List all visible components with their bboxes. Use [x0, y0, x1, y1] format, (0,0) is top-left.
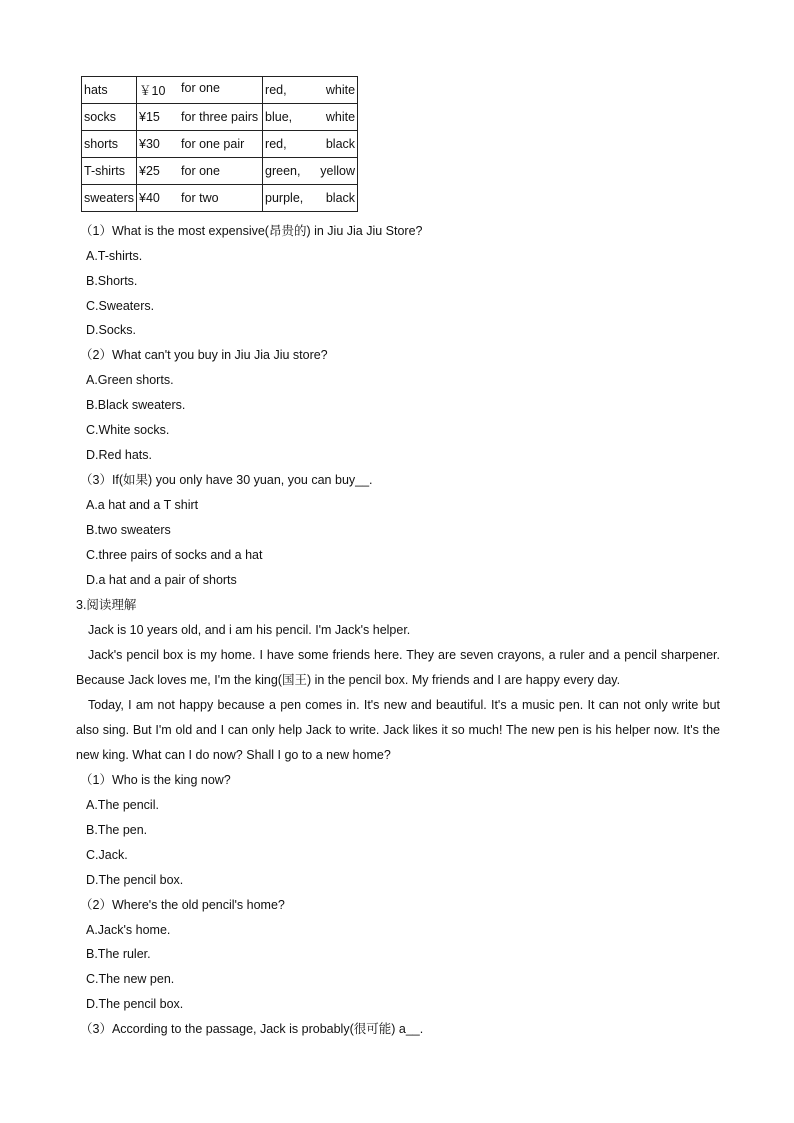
question-text: （3）According to the passage, Jack is probably(很可能) a__.	[80, 1022, 424, 1036]
price-unit: for one	[181, 164, 220, 178]
table-cell-price	[137, 185, 263, 212]
answer-option: C.three pairs of socks and a hat	[86, 548, 263, 562]
color-first: red,	[265, 83, 287, 97]
passage-paragraph: Jack is 10 years old, and i am his pencil. I'm Jack's helper.	[88, 623, 411, 637]
table-row	[82, 185, 358, 212]
answer-option: A.Jack's home.	[86, 923, 171, 937]
answer-option: D.The pencil box.	[86, 997, 184, 1011]
price-amount: ¥25	[139, 164, 160, 178]
price-unit: for three pairs	[181, 110, 259, 124]
color-second: white	[325, 83, 356, 97]
table-cell-item: sweaters	[82, 185, 137, 212]
table-row	[82, 131, 358, 158]
table-cell-item: shorts	[82, 131, 137, 158]
passage-paragraph: Jack's pencil box is my home. I have some friends here. They are seven crayons, a ruler and a pencil sharpener. Because Jack loves me, I'm the king(国王) in the pencil box. My friends and I are happy every day.	[76, 648, 720, 687]
answer-option: B.Black sweaters.	[86, 398, 186, 412]
color-second: yellow	[320, 164, 356, 178]
table-cell-price	[137, 158, 263, 185]
price-amount: ¥40	[139, 191, 160, 205]
table-row	[82, 77, 358, 104]
color-first: blue,	[265, 110, 293, 124]
answer-option: C.Jack.	[86, 848, 128, 862]
table-row	[82, 104, 358, 131]
answer-option: C.White socks.	[86, 423, 170, 437]
answer-option: B.The ruler.	[86, 947, 151, 961]
table-cell-colors	[263, 131, 358, 158]
table-row	[82, 158, 358, 185]
color-second: white	[325, 110, 356, 124]
answer-option: A.T-shirts.	[86, 249, 143, 263]
price-table	[81, 76, 358, 212]
answer-option: A.The pencil.	[86, 798, 159, 812]
table-cell-colors	[263, 104, 358, 131]
question-text: （3）If(如果) you only have 30 yuan, you can buy__.	[80, 473, 373, 487]
price-amount: ￥10	[139, 84, 166, 98]
table-cell-colors	[263, 158, 358, 185]
table-cell-price	[137, 131, 263, 158]
section-title: 3.阅读理解	[76, 598, 137, 612]
answer-option: A.a hat and a T shirt	[86, 498, 199, 512]
answer-option: D.Red hats.	[86, 448, 153, 462]
price-amount: ¥30	[139, 137, 160, 151]
answer-option: C.Sweaters.	[86, 299, 155, 313]
passage-paragraph: Today, I am not happy because a pen comes in. It's new and beautiful. It's a music pen. It can not only write but also sing. But I'm old and I can only help Jack to write. Jack likes it so much! The new pen is his helper now. It's the new king. What can I do now? Shall I go to a new home?	[76, 698, 720, 762]
answer-option: B.two sweaters	[86, 523, 171, 537]
answer-option: D.Socks.	[86, 323, 137, 337]
price-unit: for one pair	[181, 137, 245, 151]
table-cell-item: socks	[82, 104, 137, 131]
table-cell-price	[137, 104, 263, 131]
answer-option: B.The pen.	[86, 823, 148, 837]
color-second: black	[325, 137, 356, 151]
price-unit: for two	[181, 191, 219, 205]
answer-option: C.The new pen.	[86, 972, 175, 986]
table-cell-item: hats	[82, 77, 137, 104]
table-cell-price	[137, 77, 263, 104]
question-text: （2）What can't you buy in Jiu Jia Jiu store?	[80, 348, 328, 362]
question-text: （2）Where's the old pencil's home?	[80, 898, 285, 912]
answer-option: D.The pencil box.	[86, 873, 184, 887]
answer-option: D.a hat and a pair of shorts	[86, 573, 237, 587]
price-unit: for one	[181, 81, 220, 95]
color-first: red,	[265, 137, 287, 151]
price-amount: ¥15	[139, 110, 160, 124]
table-cell-colors	[263, 77, 358, 104]
color-first: purple,	[265, 191, 304, 205]
color-second: black	[325, 191, 356, 205]
color-first: green,	[265, 164, 301, 178]
table-cell-item: T-shirts	[82, 158, 137, 185]
answer-option: A.Green shorts.	[86, 373, 174, 387]
question-text: （1）Who is the king now?	[80, 773, 231, 787]
table-cell-colors	[263, 185, 358, 212]
answer-option: B.Shorts.	[86, 274, 138, 288]
question-text: （1）What is the most expensive(昂贵的) in Jiu Jia Jiu Store?	[80, 224, 423, 238]
